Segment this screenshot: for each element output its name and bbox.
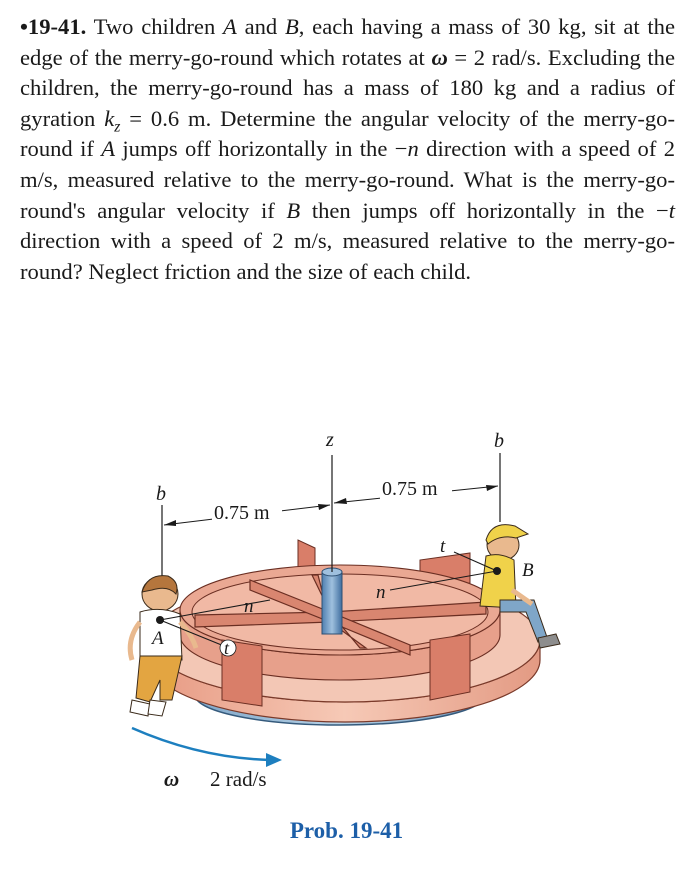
problem-text-segment: = 2 rad/s. Excluding the children, the merry-go-round has a mass of 180 kg and a radius of gyration (20, 44, 675, 131)
problem-statement (20, 12, 675, 287)
problem-text-segment: B (286, 197, 301, 223)
figure-caption: Prob. 19-41 (289, 818, 404, 843)
problem-text-segment: z (114, 118, 121, 136)
problem-text-segment: , each having a mass of 30 kg, sit at the edge of the merry-go-round which rotates at (20, 14, 675, 70)
t-label-b: t (440, 536, 446, 557)
child-a-label: A (152, 628, 164, 649)
problem-text-segment: A (223, 14, 237, 39)
problem-text-segment: k (104, 105, 115, 131)
b-label-right: b (494, 430, 504, 452)
z-label: z (326, 429, 334, 451)
dim-right-label: 0.75 m (382, 478, 438, 500)
problem-text-segment: direction with a speed of 2 m/s, measured relative to the merry-go-round? Neglect friction and the size of each child. (20, 228, 675, 284)
figure-drawing (0, 420, 693, 860)
problem-text-segment: = 0.6 m. Determine the angular velocity of the merry-go-round if (20, 105, 675, 162)
problem-text-segment: jumps off horizontally in the − (115, 136, 408, 162)
dim-left-label: 0.75 m (214, 502, 270, 524)
problem-text-segment: and (236, 14, 285, 39)
problem-text-segment: ω (431, 44, 448, 70)
center-pole (322, 572, 342, 634)
rotation-arrow (132, 728, 270, 760)
problem-text (20, 14, 675, 284)
problem-text-segment: t (668, 197, 675, 223)
t-label-a: t (224, 638, 230, 658)
problem-text-segment: n (407, 136, 419, 162)
problem-text-segment: Two children (93, 14, 224, 39)
b-label-left: b (156, 483, 166, 505)
n-label-b: n (376, 582, 386, 603)
front-divider-right (430, 634, 470, 700)
problem-number: •19-41. (20, 14, 87, 39)
problem-text-segment: B (284, 14, 299, 39)
n-label-a: n (244, 596, 254, 617)
problem-text-segment: A (101, 136, 116, 162)
merry-go-round-figure (0, 420, 693, 860)
child-b-label: B (522, 560, 534, 581)
problem-text-segment: then jumps off horizontally in the − (300, 197, 669, 223)
omega-value: 2 rad/s (210, 767, 267, 791)
omega-symbol: ω (164, 767, 180, 791)
problem-text-segment: direction with a speed of 2 m/s, measured relative to the merry-go-round. What is the merry-go-round's angular velocity if (20, 136, 675, 223)
